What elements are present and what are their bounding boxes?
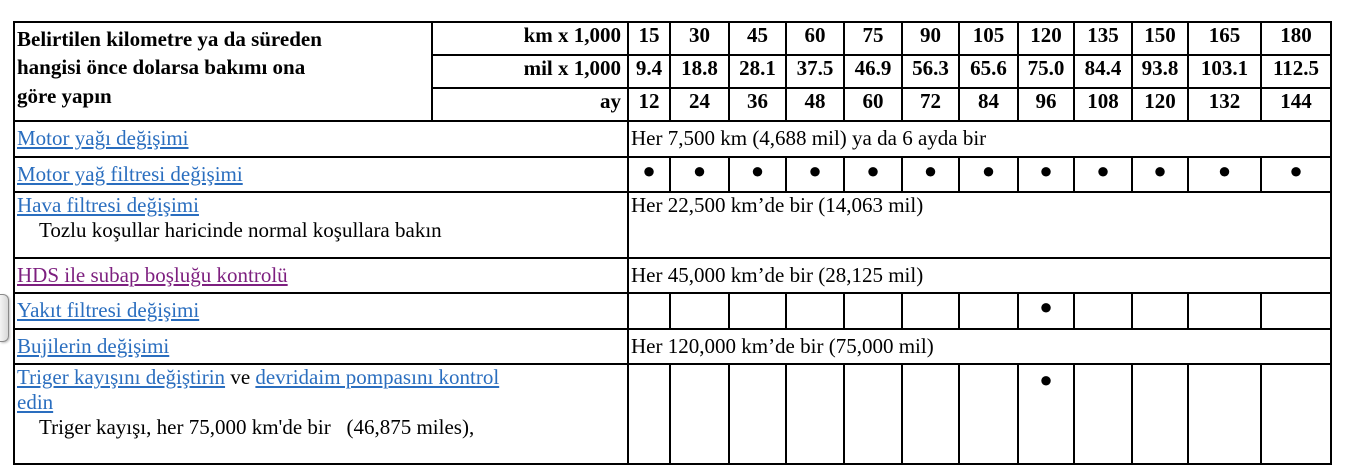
- schedule-dot: ●: [844, 157, 902, 192]
- mil-cell: 65.6: [959, 55, 1018, 88]
- oil-change-interval: Her 7,500 km (4,688 mil) ya da 6 ayda bir: [628, 121, 1331, 157]
- ay-cell: 144: [1261, 88, 1331, 121]
- km-cell: 30: [670, 22, 729, 55]
- km-cell: 120: [1018, 22, 1074, 55]
- intro-text: [14, 22, 432, 121]
- intro-line-2: hangisi önce dolarsa bakımı ona: [17, 55, 306, 80]
- row-oil-filter-label-cell: [14, 157, 628, 192]
- empty-cell: [729, 293, 786, 329]
- empty-cell: [1188, 293, 1261, 329]
- empty-cell: [902, 364, 959, 464]
- ay-cell: 24: [670, 88, 729, 121]
- row-fuel-filter: [14, 293, 1331, 329]
- header-row-km: [14, 22, 1331, 55]
- schedule-dot: ●: [1188, 157, 1261, 192]
- mil-cell: 75.0: [1018, 55, 1074, 88]
- empty-cell: [844, 364, 902, 464]
- spark-plugs-interval: Her 120,000 km’de bir (75,000 mil): [628, 329, 1331, 364]
- oil-filter-link[interactable]: Motor yağ filtresi değişimi: [17, 161, 243, 186]
- row-oil-change-label-cell: [14, 121, 628, 157]
- row-spark-plugs: [14, 329, 1331, 364]
- ay-cell: 12: [628, 88, 670, 121]
- km-cell: 135: [1074, 22, 1132, 55]
- mil-cell: 93.8: [1132, 55, 1188, 88]
- fuel-filter-link[interactable]: Yakıt filtresi değişimi: [17, 298, 200, 323]
- spark-plugs-link[interactable]: Bujilerin değişimi: [17, 333, 170, 358]
- timing-connector-text: ve: [225, 365, 256, 389]
- water-pump-link[interactable]: devridaim pompasını kontrol: [255, 365, 500, 389]
- schedule-dot: ●: [902, 157, 959, 192]
- mil-cell: 112.5: [1261, 55, 1331, 88]
- row-valve-clearance: [14, 258, 1331, 293]
- water-pump-link-cont[interactable]: edin: [17, 390, 54, 415]
- empty-cell: [1261, 364, 1331, 464]
- row-oil-filter: [14, 157, 1331, 192]
- km-cell: 165: [1188, 22, 1261, 55]
- row-fuel-filter-label-cell: [14, 293, 628, 329]
- km-cell: 45: [729, 22, 786, 55]
- row-oil-change: [14, 121, 1331, 157]
- schedule-dot: ●: [628, 157, 670, 192]
- km-cell: 15: [628, 22, 670, 55]
- empty-cell: [628, 364, 670, 464]
- schedule-dot: ●: [1132, 157, 1188, 192]
- empty-cell: [902, 293, 959, 329]
- schedule-dot: ●: [729, 157, 786, 192]
- km-cell: 150: [1132, 22, 1188, 55]
- mil-cell: 84.4: [1074, 55, 1132, 88]
- schedule-dot: ●: [786, 157, 844, 192]
- ay-cell: 132: [1188, 88, 1261, 121]
- air-filter-note: Tozlu koşullar haricinde normal koşullara bakın: [39, 218, 442, 243]
- ay-cell: 84: [959, 88, 1018, 121]
- empty-cell: [628, 293, 670, 329]
- side-scroll-tab[interactable]: [0, 294, 9, 342]
- ay-cell: 72: [902, 88, 959, 121]
- mil-cell: 18.8: [670, 55, 729, 88]
- km-cell: 180: [1261, 22, 1331, 55]
- km-cell: 60: [786, 22, 844, 55]
- empty-cell: [1188, 364, 1261, 464]
- empty-cell: [1132, 293, 1188, 329]
- empty-cell: [1074, 364, 1132, 464]
- valve-clearance-interval: Her 45,000 km’de bir (28,125 mil): [628, 258, 1331, 293]
- row-valve-label-cell: [14, 258, 628, 293]
- mil-cell: 103.1: [1188, 55, 1261, 88]
- empty-cell: [670, 364, 729, 464]
- air-filter-link[interactable]: Hava filtresi değişimi: [17, 193, 199, 217]
- timing-belt-link[interactable]: Triger kayışını değiştirin: [17, 365, 226, 389]
- empty-cell: [786, 293, 844, 329]
- km-cell: 105: [959, 22, 1018, 55]
- km-cell: 75: [844, 22, 902, 55]
- oil-change-link[interactable]: Motor yağı değişimi: [17, 126, 189, 151]
- schedule-dot: ●: [1018, 364, 1074, 464]
- empty-cell: [959, 364, 1018, 464]
- empty-cell: [1261, 293, 1331, 329]
- row-air-filter: [14, 192, 1331, 258]
- ay-cell: 96: [1018, 88, 1074, 121]
- ay-cell: 48: [786, 88, 844, 121]
- schedule-dot: ●: [1074, 157, 1132, 192]
- schedule-dot: ●: [670, 157, 729, 192]
- mil-unit-label: mil x 1,000: [432, 55, 628, 88]
- empty-cell: [1074, 293, 1132, 329]
- row-timing-belt: [14, 364, 1331, 464]
- empty-cell: [1132, 364, 1188, 464]
- schedule-dot: ●: [1018, 293, 1074, 329]
- mil-cell: 37.5: [786, 55, 844, 88]
- empty-cell: [959, 293, 1018, 329]
- empty-cell: [729, 364, 786, 464]
- ay-cell: 60: [844, 88, 902, 121]
- mil-cell: 9.4: [628, 55, 670, 88]
- empty-cell: [786, 364, 844, 464]
- km-cell: 90: [902, 22, 959, 55]
- row-spark-label-cell: [14, 329, 628, 364]
- schedule-dot: ●: [1018, 157, 1074, 192]
- ay-unit-label: ay: [432, 88, 628, 121]
- schedule-dot: ●: [959, 157, 1018, 192]
- ay-cell: 120: [1132, 88, 1188, 121]
- valve-clearance-link[interactable]: HDS ile subap boşluğu kontrolü: [17, 262, 288, 287]
- ay-cell: 108: [1074, 88, 1132, 121]
- intro-line-1: Belirtilen kilometre ya da süreden: [17, 27, 322, 51]
- row-timing-label-cell: [14, 364, 628, 464]
- air-filter-interval: Her 22,500 km’de bir (14,063 mil): [628, 192, 1331, 258]
- ay-cell: 36: [729, 88, 786, 121]
- km-unit-label: km x 1,000: [432, 22, 628, 55]
- mil-cell: 46.9: [844, 55, 902, 88]
- maintenance-schedule-table: [13, 21, 1332, 465]
- mil-cell: 56.3: [902, 55, 959, 88]
- schedule-dot: ●: [1261, 157, 1331, 192]
- timing-belt-note: Triger kayışı, her 75,000 km'de bir (46,875 miles),: [39, 415, 475, 440]
- empty-cell: [670, 293, 729, 329]
- mil-cell: 28.1: [729, 55, 786, 88]
- row-air-filter-label-cell: [14, 192, 628, 258]
- intro-line-3: göre yapın: [17, 83, 112, 108]
- empty-cell: [844, 293, 902, 329]
